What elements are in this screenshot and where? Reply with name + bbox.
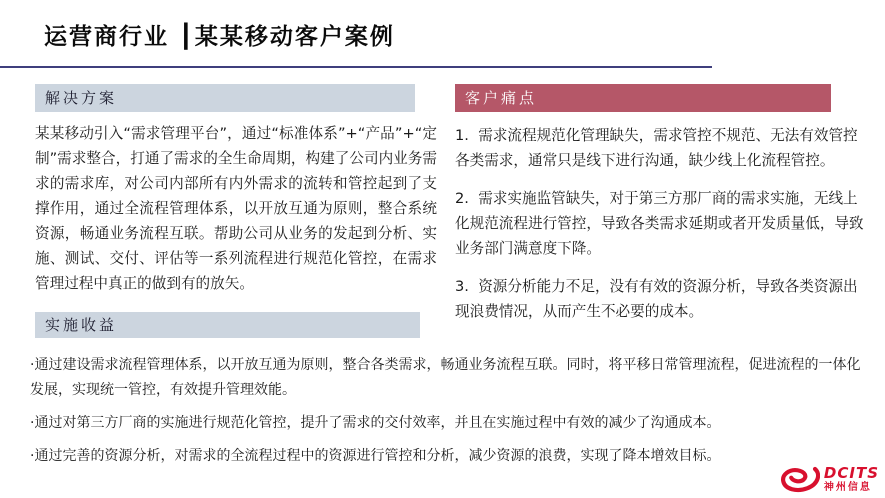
- logo-text: [823, 463, 879, 493]
- solution-body: 某某移动引入“需求管理平台”，通过“标准体系”+“产品”+“定制”需求整合，打通了需求的全生命周期，构建了公司内业务需求的需求库，对公司内部所有内外需求的流转和管控起到了支撑作用，通过全流程管理体系，以开放互通为原则，整合系统资源，畅通业务流程互联。帮助公司从业务的发起到分析、实施、测试、交付、评估等一系列流程进行规范化管控，在需求管理过程中真正的做到有的放矢。: [35, 125, 437, 292]
- benefits-header: 实施收益: [35, 312, 420, 338]
- solution-header: 解决方案: [35, 84, 415, 112]
- solution-section: [35, 84, 437, 296]
- dcits-logo: [780, 464, 879, 494]
- page-title: 运营商行业 ┃某某移动客户案例: [44, 24, 395, 50]
- pain-point-item: 3. 资源分析能力不足，没有有效的资源分析，导致各类资源出现浪费情况，从而产生不必要的成本。: [455, 278, 858, 320]
- benefits-section: [30, 312, 862, 469]
- pain-points-section: [455, 84, 869, 324]
- title-underline: [0, 66, 712, 68]
- benefit-item: ·通过完善的资源分析，对需求的全流程过程中的资源进行管控和分析，减少资源的浪费，实现了降本增效目标。: [30, 448, 721, 464]
- benefit-item: ·通过对第三方厂商的实施进行规范化管控，提升了需求的交付效率，并且在实施过程中有效的减少了沟通成本。: [30, 415, 721, 431]
- pain-point-item: 1. 需求流程规范化管理缺失，需求管控不规范、无法有效管控各类需求，通常只是线下进行沟通，缺少线上化流程管控。: [455, 127, 858, 169]
- logo-name: DCITS: [823, 463, 879, 482]
- logo-subtitle: 神州信息: [823, 481, 872, 493]
- pain-points-header: 客户痛点: [455, 84, 831, 112]
- dcits-swoosh-icon: [780, 464, 820, 494]
- benefit-item: ·通过建设需求流程管理体系，以开放互通为原则，整合各类需求，畅通业务流程互联。同时，将平移日常管理流程，促进流程的一体化发展，实现统一管控，有效提升管理效能。: [30, 357, 861, 398]
- pain-point-item: 2. 需求实施监管缺失，对于第三方那厂商的需求实施，无线上化规范流程进行管控，导致各类需求延期或者开发质量低，导致业务部门满意度下降。: [455, 190, 864, 257]
